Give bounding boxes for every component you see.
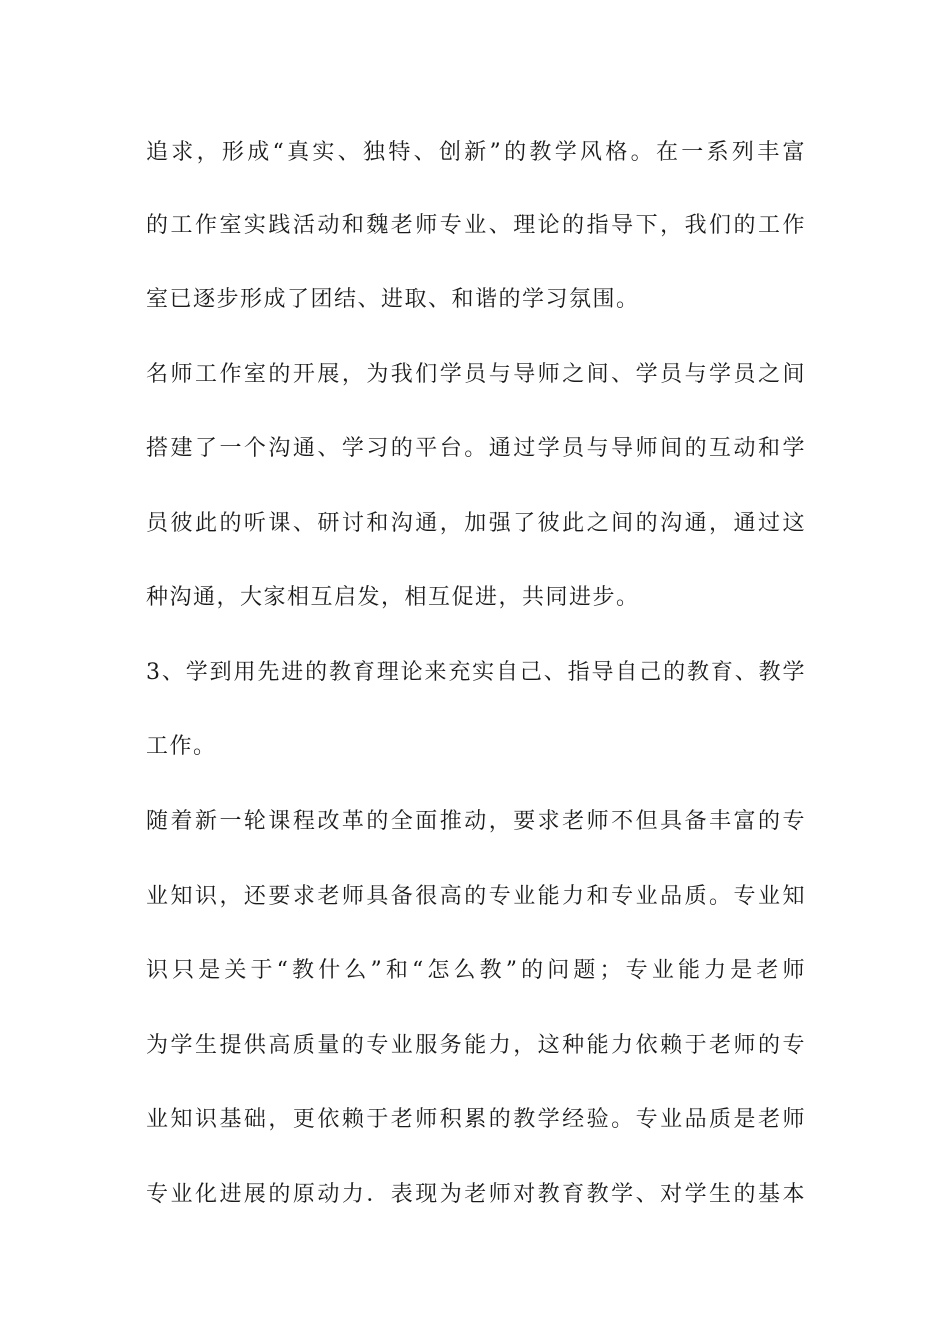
text-line: 随着新一轮课程改革的全面推动，要求老师不但具备丰富的专: [146, 809, 806, 834]
text-line: 识只是关于“教什么”和“怎么教”的问题；专业能力是老师: [146, 958, 806, 983]
text-line: 员彼此的听课、研讨和沟通，加强了彼此之间的沟通，通过这: [146, 511, 806, 536]
text-line: 搭建了一个沟通、学习的平台。通过学员与导师间的互动和学: [146, 436, 806, 461]
text-line: 3、学到用先进的教育理论来充实自己、指导自己的教育、教学: [146, 660, 806, 685]
text-line: 业知识，还要求老师具备很高的专业能力和专业品质。专业知: [146, 884, 806, 909]
text-line: 名师工作室的开展，为我们学员与导师之间、学员与学员之间: [146, 362, 806, 387]
text-line: 专业化进展的原动力．表现为老师对教育教学、对学生的基本: [146, 1182, 806, 1207]
text-line: 工作。: [146, 734, 217, 759]
text-line: 追求，形成“真实、独特、创新”的教学风格。在一系列丰富: [146, 140, 806, 165]
text-line: 种沟通，大家相互启发，相互促进，共同进步。: [146, 585, 640, 610]
text-line: 业知识基础，更依赖于老师积累的教学经验。专业品质是老师: [146, 1107, 806, 1132]
text-line: 室已逐步形成了团结、进取、和谐的学习氛围。: [146, 287, 640, 312]
text-line: 为学生提供高质量的专业服务能力，这种能力依赖于老师的专: [146, 1033, 806, 1058]
text-line: 的工作室实践活动和魏老师专业、理论的指导下，我们的工作: [146, 213, 806, 238]
